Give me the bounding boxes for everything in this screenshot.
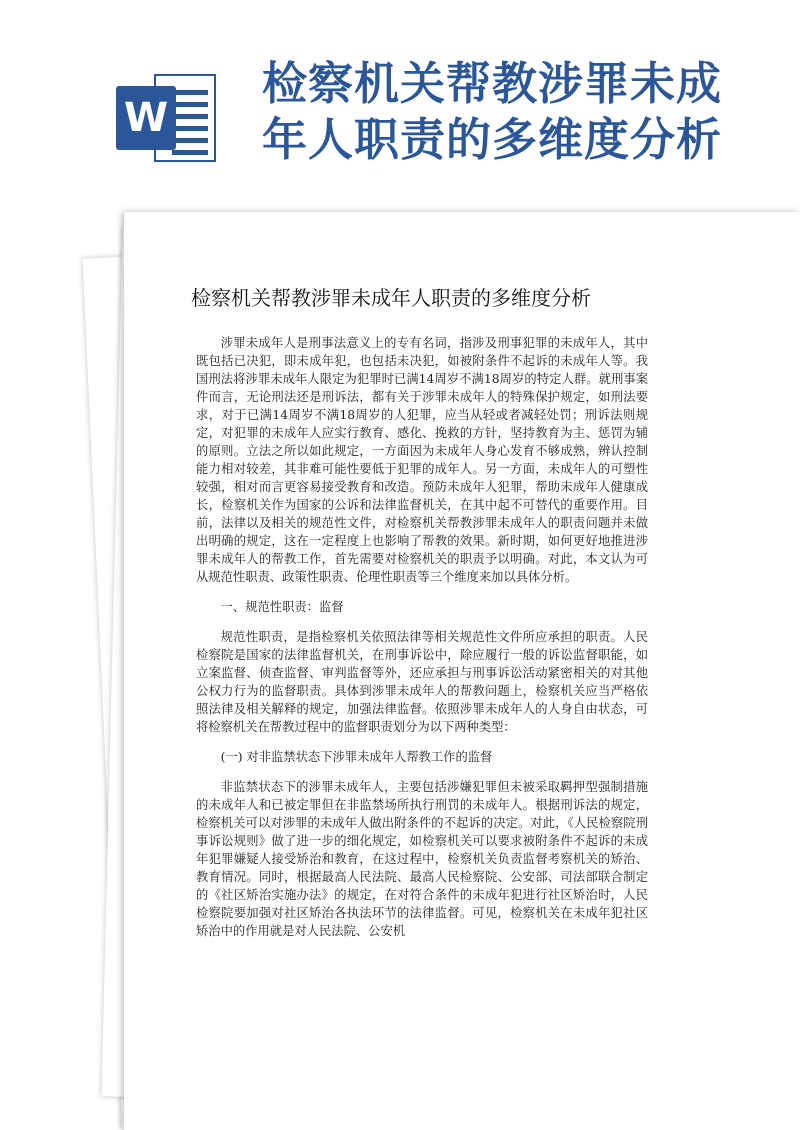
paragraph-subsection-1: 非监禁状态下的涉罪未成年人，主要包括涉嫌犯罪但未被采取羁押型强制措施的未成年人和已被定罪但在非监禁场所执行刑罚的未成年人。根据刑诉法的规定，检察机关可以对涉罪的未成年人做出附条件的不起诉的决定。对此，《人民检察院刑事诉讼规则》做了进一步的细化规定，如检察机关可以要求被附条件不起诉的未成年犯罪嫌疑人接受矫治和教育，在这过程中，检察机关负责监督考察机关的矫治、教育情况。同时，根据最高人民法院、最高人民检察院、公安部、司法部联合制定的《社区矫治实施办法》的规定，在对符合条件的未成年犯进行社区矫治时，人民检察院要加强对社区矫治各执法环节的法律监督。可见，检察机关在未成年犯社区矫治中的作用就是对人民法院、公安机 xyxy=(196,780,648,938)
paragraph-section-1: 规范性职责，是指检察机关依照法律等相关规范性文件所应承担的职责。人民检察院是国家的法律监督机关，在刑事诉讼中，除应履行一般的诉讼监督职能，如立案监督、侦查监督、审判监督等外，还应承担与刑事诉讼活动紧密相关的对其他公权力行为的监督职责。具体到涉罪未成年人的帮教问题上，检察机关应当严格依照法律及相关解释的规定，加强法律监督。依照涉罪未成年人的人身自由状态，可将检察机关在帮教过程中的监督职责划分为以下两种类型： xyxy=(196,630,648,734)
banner-header xyxy=(0,0,800,200)
subsection-heading-1: (一) 对非监禁状态下涉罪未成年人帮教工作的监督 xyxy=(220,750,493,764)
banner-title-line-1: 检察机关帮教涉罪未成 xyxy=(262,57,723,110)
document-page xyxy=(124,212,800,1130)
section-heading-1: 一、规范性职责：监督 xyxy=(220,600,344,614)
banner-title xyxy=(262,56,782,168)
document-title: 检察机关帮教涉罪未成年人职责的多维度分析 xyxy=(191,286,591,310)
paragraph-intro: 涉罪未成年人是刑事法意义上的专有名词，指涉及刑事犯罪的未成年人，其中既包括已决犯，即未成年犯，也包括未决犯，如被附条件不起诉的未成年人等。我国刑法将涉罪未成年人限定为犯罪时已满14周岁不满18周岁的特定人群。就刑事案件而言，无论刑法还是刑诉法，都有关于涉罪未成年人的特殊保护规定，如刑法要求，对于已满14周岁不满18周岁的人犯罪，应当从轻或者减轻处罚；刑诉法则规定，对犯罪的未成年人应实行教育、感化、挽救的方针，坚持教育为主、惩罚为辅的原则。立法之所以如此规定，一方面因为未成年人身心发育不够成熟，辨认控制能力相对较差，其非难可能性要低于犯罪的成年人。另一方面，未成年人的可塑性较强，相对而言更容易接受教育和改造。预防未成年人犯罪，帮助未成年人健康成长，检察机关作为国家的公诉和法律监督机关，在其中起不可替代的重要作用。目前，法律以及相关的规范性文件，对检察机关帮教涉罪未成年人的职责问题并未做出明确的规定，这在一定程度上也影响了帮教的效果。新时期，如何更好地推进涉罪未成年人的帮教工作，首先需要对检察机关的职责予以明确。对此，本文认为可从规范性职责、政策性职责、伦理性职责等三个维度来加以具体分析。 xyxy=(196,336,648,584)
word-document-icon xyxy=(116,66,216,170)
document-body xyxy=(196,334,648,952)
banner-title-line-2: 年人职责的多维度分析 xyxy=(262,113,723,166)
word-icon-letter: W xyxy=(116,86,176,150)
